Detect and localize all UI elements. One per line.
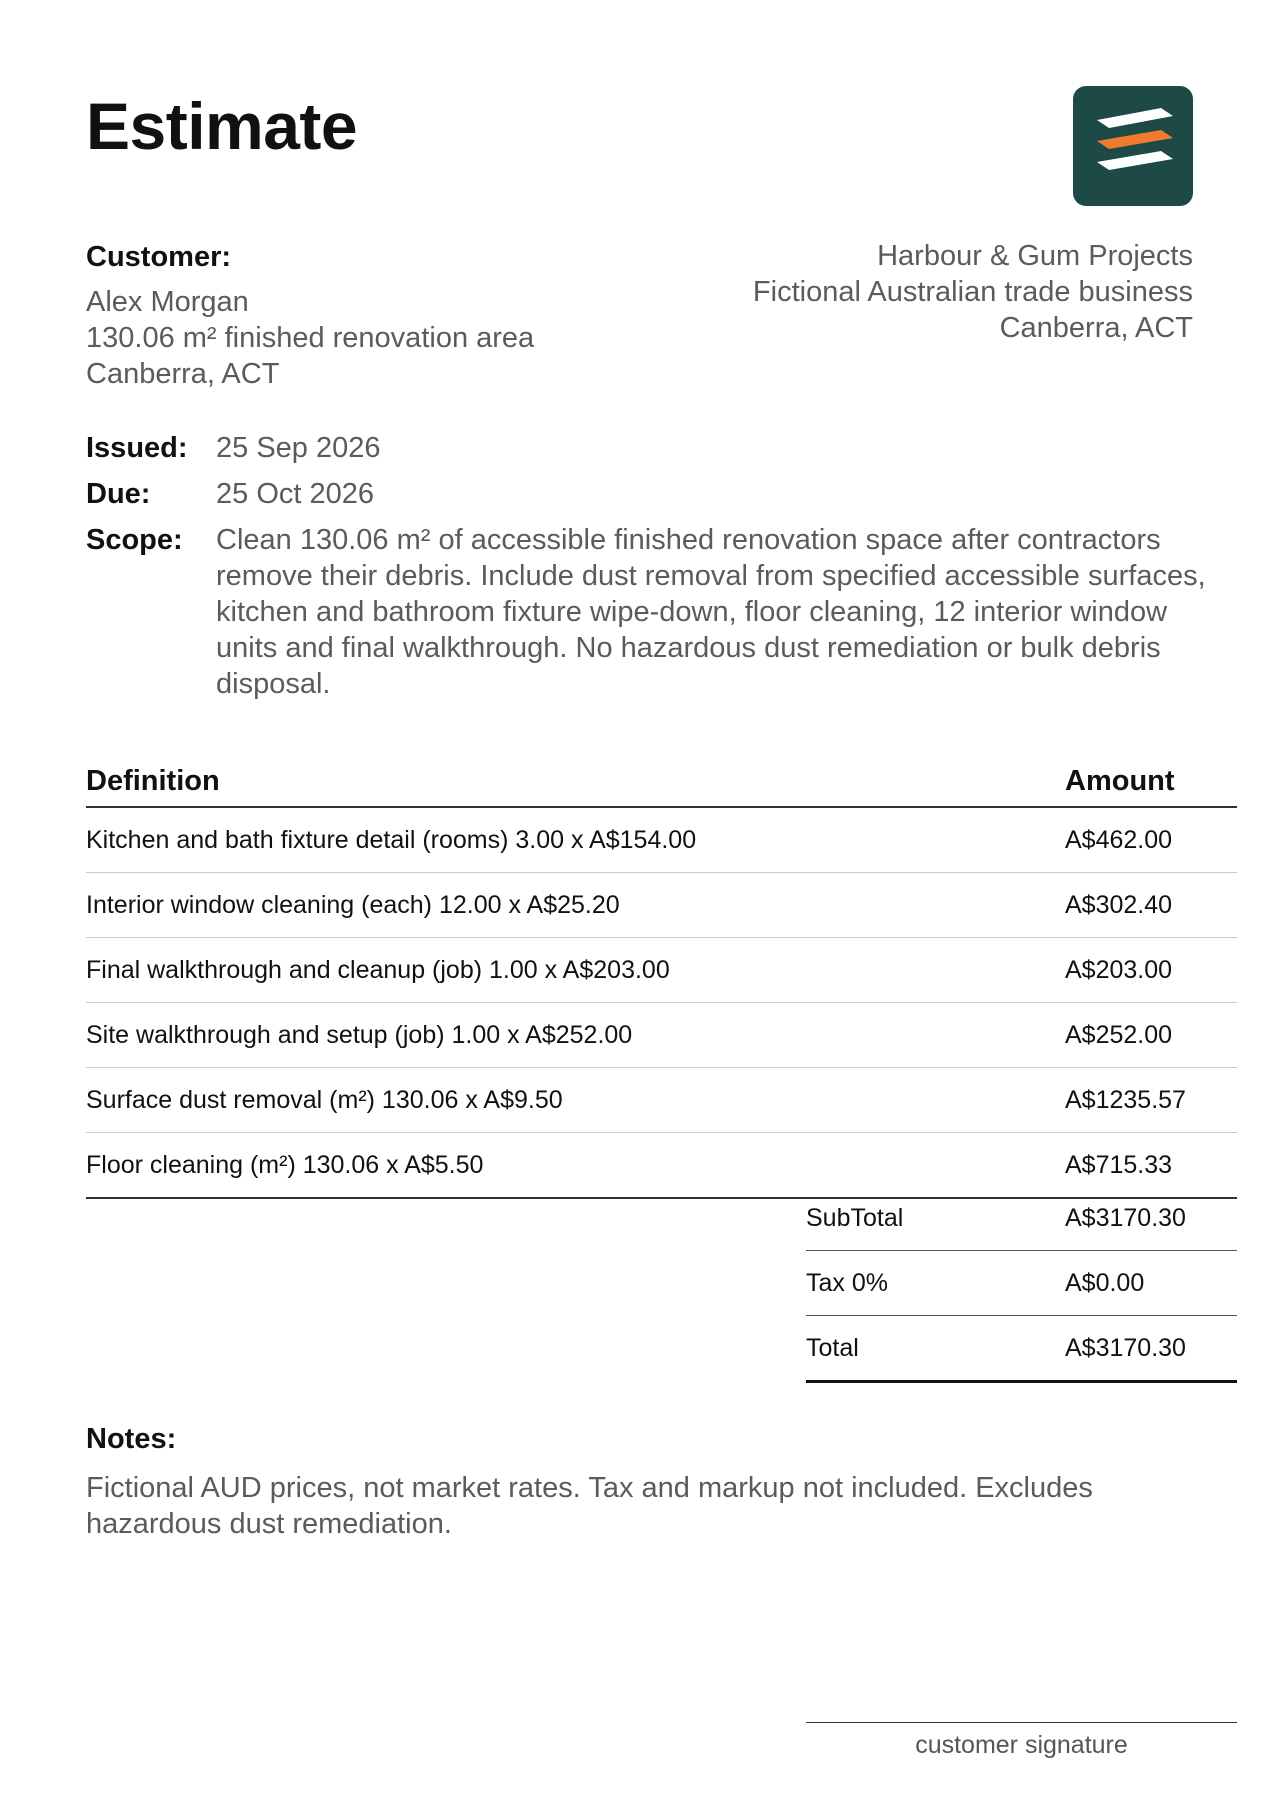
customer-location: Canberra, ACT	[86, 358, 280, 390]
line-items-table	[86, 756, 1237, 1199]
customer-block	[86, 236, 646, 392]
item-amount: A$302.40	[1065, 890, 1173, 919]
business-name: Harbour & Gum Projects	[877, 240, 1193, 272]
issued-date: 25 Sep 2026	[216, 432, 381, 464]
customer-name: Alex Morgan	[86, 286, 249, 318]
scope-text: Clean 130.06 m² of accessible finished renovation space after contractors remove their debris. Include dust removal from specified accessible surfaces, kitchen and bathroom fixture wipe-down, floor cleaning, 12 interior window units and final walkthrough. No hazardous dust remediation or bulk debris disposal.	[216, 524, 1206, 700]
item-definition: Kitchen and bath fixture detail (rooms) 3.00 x A$154.00	[86, 825, 697, 854]
table-row	[86, 873, 1237, 938]
due-row	[86, 476, 1236, 512]
item-definition: Floor cleaning (m²) 130.06 x A$5.50	[86, 1150, 484, 1179]
estimate-meta	[86, 430, 1236, 712]
table-row	[86, 1068, 1237, 1133]
total-label: Total	[806, 1333, 859, 1362]
total-value: A$3170.30	[1065, 1333, 1186, 1362]
item-amount: A$252.00	[1065, 1020, 1173, 1049]
tax-value: A$0.00	[1065, 1268, 1145, 1297]
scope-label: Scope:	[86, 524, 183, 556]
business-description: Fictional Australian trade business	[752, 276, 1193, 308]
notes-block	[86, 1418, 1206, 1542]
item-definition: Interior window cleaning (each) 12.00 x A$25.20	[86, 890, 620, 919]
item-definition: Surface dust removal (m²) 130.06 x A$9.50	[86, 1085, 563, 1114]
customer-label: Customer:	[86, 241, 232, 273]
customer-area: 130.06 m² finished renovation area	[86, 322, 535, 354]
item-amount: A$1235.57	[1065, 1085, 1186, 1114]
business-logo	[1073, 86, 1193, 206]
table-row	[86, 938, 1237, 1003]
business-location: Canberra, ACT	[999, 312, 1193, 344]
tax-label: Tax 0%	[806, 1268, 888, 1297]
item-amount: A$462.00	[1065, 825, 1173, 854]
stacked-layers-logo-icon	[1073, 86, 1193, 206]
due-date: 25 Oct 2026	[216, 478, 374, 510]
scope-row	[86, 522, 1236, 702]
item-amount: A$203.00	[1065, 955, 1173, 984]
item-definition: Site walkthrough and setup (job) 1.00 x A$252.00	[86, 1020, 633, 1049]
definition-header: Definition	[86, 764, 220, 797]
amount-header: Amount	[1065, 764, 1175, 797]
table-row	[86, 1003, 1237, 1068]
notes-label: Notes:	[86, 1423, 177, 1455]
issued-row	[86, 430, 1236, 466]
item-amount: A$715.33	[1065, 1150, 1173, 1179]
item-definition: Final walkthrough and cleanup (job) 1.00 x A$203.00	[86, 955, 670, 984]
signature-label: customer signature	[915, 1731, 1128, 1759]
total-row	[806, 1316, 1237, 1383]
subtotal-label: SubTotal	[806, 1203, 904, 1232]
table-row	[86, 808, 1237, 873]
table-header	[86, 756, 1237, 808]
tax-row	[806, 1251, 1237, 1316]
due-label: Due:	[86, 478, 151, 510]
signature-line[interactable]	[806, 1722, 1237, 1760]
notes-text: Fictional AUD prices, not market rates. Tax and markup not included. Excludes hazardous dust remediation.	[86, 1472, 1093, 1540]
subtotal-row	[806, 1186, 1237, 1251]
issued-label: Issued:	[86, 432, 188, 464]
document-title: Estimate	[86, 89, 358, 163]
subtotal-value: A$3170.30	[1065, 1203, 1186, 1232]
totals-block	[806, 1186, 1237, 1383]
business-block	[593, 238, 1193, 346]
